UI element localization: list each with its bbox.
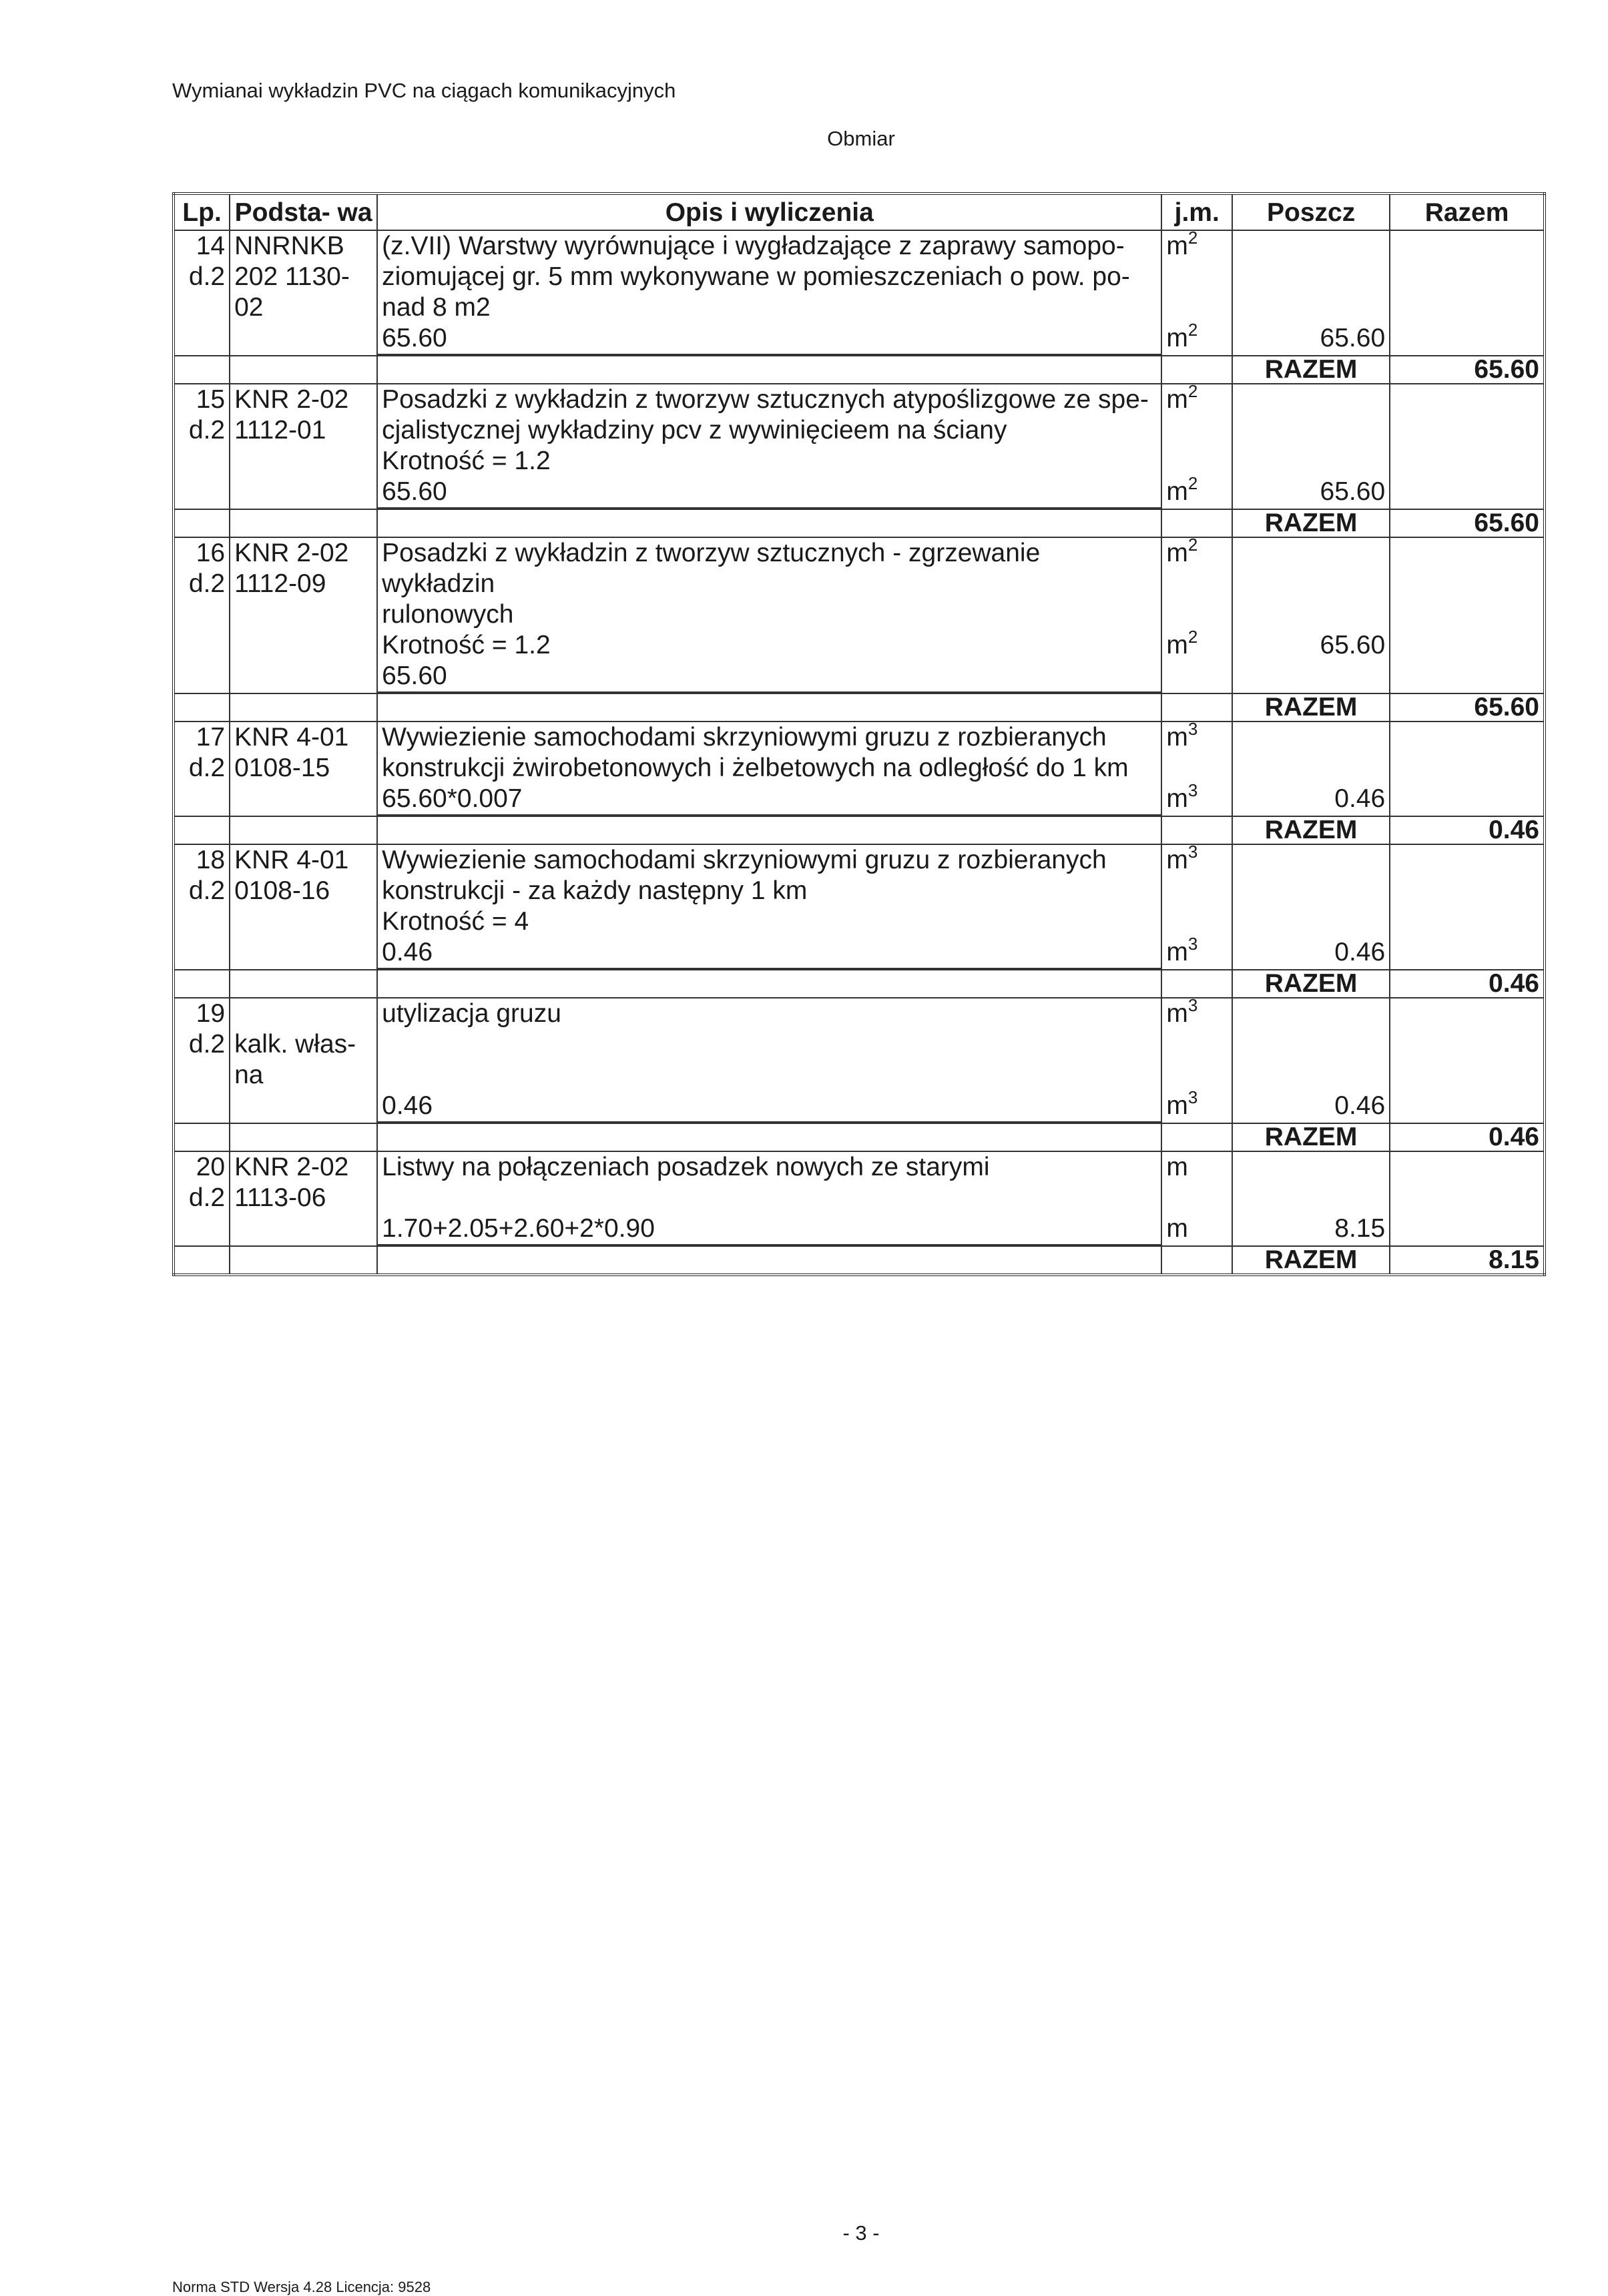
sum-label: RAZEM [1232, 816, 1390, 844]
unit-base: m [1166, 1153, 1188, 1181]
sum-row-empty-cell [1161, 816, 1232, 844]
calculation: 1.70+2.05+2.60+2*0.90 [378, 1213, 1161, 1245]
poszcz-value: 65.60 [1320, 631, 1386, 659]
sum-value: 8.15 [1390, 1246, 1545, 1275]
sum-row-empty-cell [1161, 1246, 1232, 1275]
sum-row-empty-cell [1161, 693, 1232, 722]
cell-lp [174, 537, 230, 693]
sum-row-empty-cell [174, 1123, 230, 1151]
unit-spacer [1166, 753, 1228, 784]
item-sub-ref: d.2 [188, 569, 226, 598]
table-body [174, 230, 1545, 1275]
sum-row-empty-cell [377, 816, 1161, 844]
sum-row [174, 1123, 1545, 1151]
cell-podstawa [230, 1151, 377, 1246]
sum-row [174, 693, 1545, 722]
table-row [174, 998, 1545, 1123]
sum-row-empty-cell [230, 1123, 377, 1151]
cell-opis [377, 1151, 1161, 1246]
item-sub-ref: d.2 [188, 876, 226, 905]
podstawa-line: KNR 2-02 [234, 1153, 349, 1181]
podstawa-line: KNR 2-02 [234, 539, 349, 567]
sum-value: 0.46 [1390, 816, 1545, 844]
description-line: konstrukcji żwirobetonowych i żelbetowych na odległość do 1 km [382, 754, 1129, 782]
cell-poszcz [1232, 230, 1390, 356]
sum-label: RAZEM [1232, 509, 1390, 537]
unit-exponent: 2 [1187, 320, 1198, 340]
sum-row-empty-cell [230, 816, 377, 844]
sum-row-empty-cell [174, 693, 230, 722]
podstawa-line: 1112-01 [234, 416, 326, 445]
poszcz-spacer [1237, 1152, 1385, 1213]
unit-base: m [1166, 938, 1188, 966]
podstawa-line: NNRNKB [234, 232, 344, 260]
unit-exponent: 3 [1187, 998, 1198, 1015]
sum-label: RAZEM [1232, 1123, 1390, 1151]
poszcz-spacer [1237, 231, 1385, 323]
cell-razem-empty [1390, 537, 1545, 693]
sum-label: RAZEM [1232, 356, 1390, 384]
unit-spacer [1166, 569, 1228, 630]
unit-exponent: 2 [1187, 537, 1198, 555]
unit-base: m [1166, 631, 1188, 659]
unit-exponent: 2 [1187, 627, 1198, 647]
unit-spacer [1166, 415, 1228, 477]
poszcz-value: 0.46 [1334, 784, 1386, 813]
poszcz-value: 65.60 [1320, 477, 1386, 506]
unit-spacer [1166, 262, 1228, 323]
sum-row-empty-cell [1161, 509, 1232, 537]
item-number: 15 [196, 385, 226, 414]
cell-jm [1161, 844, 1232, 970]
unit-base: m [1166, 723, 1188, 752]
description-line: nad 8 m2 [382, 293, 491, 322]
poszcz-spacer [1237, 998, 1385, 1091]
description-line: cjalistycznej wykładziny pcv z wywinięcieem na ściany [382, 416, 1007, 445]
col-header-lp: Lp. [174, 194, 230, 230]
sum-row-empty-cell [174, 356, 230, 384]
cell-lp [174, 1151, 230, 1246]
podstawa-line: 02 [234, 293, 264, 322]
unit-exponent: 3 [1187, 1087, 1198, 1107]
calculation: 0.46 [378, 937, 1161, 969]
item-sub-ref: d.2 [188, 1030, 226, 1059]
unit-bottom [1166, 473, 1228, 507]
cell-jm [1161, 1151, 1232, 1246]
unit-base: m [1166, 1214, 1188, 1243]
calculation: 65.60*0.007 [378, 784, 1161, 816]
item-number: 19 [196, 999, 226, 1028]
description-line: Krotność = 4 [382, 907, 529, 936]
podstawa-line: KNR 4-01 [234, 846, 349, 874]
item-number: 18 [196, 846, 226, 874]
podstawa-line: 0108-15 [234, 754, 330, 782]
cell-opis [377, 844, 1161, 970]
sum-label: RAZEM [1232, 970, 1390, 998]
unit-base: m [1166, 539, 1188, 567]
poszcz-spacer [1237, 845, 1385, 937]
unit-top [1166, 722, 1228, 753]
unit-bottom [1166, 934, 1228, 968]
table-header-row [174, 194, 1545, 230]
sum-row-empty-cell [1161, 356, 1232, 384]
sum-row-empty-cell [174, 509, 230, 537]
cell-jm [1161, 384, 1232, 509]
sum-value: 0.46 [1390, 970, 1545, 998]
description-line: Krotność = 1.2 [382, 631, 551, 659]
table-row [174, 722, 1545, 816]
cell-poszcz [1232, 1151, 1390, 1246]
cell-razem-empty [1390, 1151, 1545, 1246]
podstawa-line: 1113-06 [234, 1183, 326, 1212]
unit-base: m [1166, 232, 1188, 260]
table-row [174, 384, 1545, 509]
cell-opis [377, 384, 1161, 509]
podstawa-line: KNR 2-02 [234, 385, 349, 414]
cell-opis [377, 722, 1161, 816]
calculation: 65.60 [378, 661, 1161, 693]
cell-lp [174, 722, 230, 816]
unit-base: m [1166, 324, 1188, 352]
description-line [382, 1183, 1157, 1213]
unit-spacer [1166, 876, 1228, 937]
calculation: 0.46 [378, 1091, 1161, 1123]
poszcz-value: 0.46 [1334, 938, 1386, 966]
description-line [382, 1060, 1157, 1091]
podstawa-line [234, 998, 372, 1029]
cell-podstawa [230, 722, 377, 816]
cell-opis [377, 537, 1161, 693]
sum-row-empty-cell [377, 509, 1161, 537]
cell-razem-empty [1390, 844, 1545, 970]
unit-base: m [1166, 477, 1188, 506]
sum-row-empty-cell [230, 509, 377, 537]
unit-top [1166, 1152, 1228, 1183]
podstawa-line: na [234, 1061, 264, 1089]
item-number: 17 [196, 723, 226, 752]
sum-row-empty-cell [377, 356, 1161, 384]
unit-exponent: 3 [1187, 722, 1198, 739]
description-line: Wywiezienie samochodami skrzyniowymi gruzu z rozbieranych [382, 723, 1107, 752]
cell-lp [174, 384, 230, 509]
sum-row-empty-cell [230, 356, 377, 384]
sum-row [174, 970, 1545, 998]
sum-row-empty-cell [230, 970, 377, 998]
table-row [174, 537, 1545, 693]
unit-bottom [1166, 1087, 1228, 1121]
obmiar-table [172, 192, 1546, 1276]
table-row [174, 844, 1545, 970]
unit-top [1166, 231, 1228, 262]
unit-exponent: 3 [1187, 844, 1198, 862]
cell-lp [174, 230, 230, 356]
poszcz-value: 0.46 [1334, 1091, 1386, 1120]
cell-podstawa [230, 537, 377, 693]
cell-poszcz [1232, 844, 1390, 970]
unit-exponent: 2 [1187, 384, 1198, 401]
cell-poszcz [1232, 722, 1390, 816]
description-line [382, 1029, 1157, 1060]
unit-base: m [1166, 385, 1188, 414]
sum-row-empty-cell [1161, 1123, 1232, 1151]
unit-base: m [1166, 784, 1188, 813]
sum-row [174, 1246, 1545, 1275]
cell-podstawa [230, 998, 377, 1123]
podstawa-line: 1112-09 [234, 569, 326, 598]
sum-row [174, 356, 1545, 384]
calculation: 65.60 [378, 477, 1161, 509]
col-header-opis: Opis i wyliczenia [377, 194, 1161, 230]
unit-base: m [1166, 999, 1188, 1028]
description-line: Krotność = 1.2 [382, 447, 551, 475]
sum-value: 65.60 [1390, 356, 1545, 384]
sum-row [174, 816, 1545, 844]
unit-bottom [1166, 627, 1228, 661]
unit-exponent: 3 [1187, 934, 1198, 954]
item-number: 16 [196, 539, 226, 567]
sum-row-empty-cell [174, 816, 230, 844]
sum-row-empty-cell [174, 1246, 230, 1275]
description-line: Listwy na połączeniach posadzek nowych ze starymi [382, 1153, 990, 1181]
license-note: Norma STD Wersja 4.28 Licencja: 9528 [172, 2279, 431, 2295]
cell-razem-empty [1390, 722, 1545, 816]
item-sub-ref: d.2 [188, 262, 226, 291]
sum-row-empty-cell [377, 1246, 1161, 1275]
col-header-jm: j.m. [1161, 194, 1232, 230]
cell-razem-empty [1390, 998, 1545, 1123]
col-header-poszcz: Poszcz [1232, 194, 1390, 230]
cell-poszcz [1232, 998, 1390, 1123]
sum-label: RAZEM [1232, 1246, 1390, 1275]
unit-top [1166, 845, 1228, 876]
cell-opis [377, 998, 1161, 1123]
description-line: konstrukcji - za każdy następny 1 km [382, 876, 808, 905]
unit-exponent: 3 [1187, 780, 1198, 800]
unit-top [1166, 384, 1228, 415]
sum-label: RAZEM [1232, 693, 1390, 722]
poszcz-spacer [1237, 384, 1385, 477]
item-sub-ref: d.2 [188, 1183, 226, 1212]
unit-exponent: 2 [1187, 230, 1198, 248]
cell-podstawa [230, 230, 377, 356]
unit-spacer [1166, 1029, 1228, 1091]
item-sub-ref: d.2 [188, 416, 226, 445]
unit-exponent: 2 [1187, 473, 1198, 493]
cell-razem-empty [1390, 230, 1545, 356]
calculation: 65.60 [378, 323, 1161, 355]
sum-row-empty-cell [230, 1246, 377, 1275]
poszcz-value: 65.60 [1320, 324, 1386, 352]
sum-value: 65.60 [1390, 693, 1545, 722]
sum-row-empty-cell [377, 970, 1161, 998]
cell-razem-empty [1390, 384, 1545, 509]
cell-jm [1161, 722, 1232, 816]
cell-jm [1161, 998, 1232, 1123]
unit-base: m [1166, 846, 1188, 874]
cell-jm [1161, 537, 1232, 693]
cell-lp [174, 844, 230, 970]
sum-row-empty-cell [377, 1123, 1161, 1151]
podstawa-line: 0108-16 [234, 876, 330, 905]
description-line: Posadzki z wykładzin z tworzyw sztucznych atypoślizgowe ze spe- [382, 385, 1149, 414]
cell-poszcz [1232, 537, 1390, 693]
table-row [174, 1151, 1545, 1246]
sum-row-empty-cell [377, 693, 1161, 722]
cell-opis [377, 230, 1161, 356]
sum-row-empty-cell [230, 693, 377, 722]
poszcz-spacer [1237, 538, 1385, 630]
unit-top [1166, 538, 1228, 569]
podstawa-line: 202 1130- [234, 262, 350, 291]
item-number: 20 [196, 1153, 226, 1181]
sum-row-empty-cell [1161, 970, 1232, 998]
cell-lp [174, 998, 230, 1123]
page-number: - 3 - [842, 2221, 880, 2245]
unit-top [1166, 998, 1228, 1029]
table-row [174, 230, 1545, 356]
unit-base: m [1166, 1091, 1188, 1120]
sum-value: 65.60 [1390, 509, 1545, 537]
cell-jm [1161, 230, 1232, 356]
unit-bottom [1166, 780, 1228, 814]
description-line: rulonowych [382, 600, 514, 629]
col-header-razem: Razem [1390, 194, 1545, 230]
poszcz-value: 8.15 [1334, 1214, 1386, 1243]
podstawa-line: KNR 4-01 [234, 723, 349, 752]
document-subtitle: Obmiar [827, 127, 895, 150]
sum-row-empty-cell [174, 970, 230, 998]
poszcz-spacer [1237, 722, 1385, 784]
cell-poszcz [1232, 384, 1390, 509]
item-sub-ref: d.2 [188, 754, 226, 782]
unit-bottom [1166, 320, 1228, 354]
description-line: utylizacja gruzu [382, 999, 561, 1028]
cell-podstawa [230, 844, 377, 970]
unit-spacer [1166, 1183, 1228, 1213]
description-line: Wywiezienie samochodami skrzyniowymi gruzu z rozbieranych [382, 846, 1107, 874]
col-header-podstawa: Podsta- wa [230, 194, 377, 230]
description-line: Posadzki z wykładzin z tworzyw sztucznych - zgrzewanie wykładzin [382, 539, 1041, 598]
item-number: 14 [196, 232, 226, 260]
sum-value: 0.46 [1390, 1123, 1545, 1151]
sum-row [174, 509, 1545, 537]
description-line: ziomującej gr. 5 mm wykonywane w pomieszczeniach o pow. po- [382, 262, 1130, 291]
unit-bottom [1166, 1213, 1228, 1244]
description-line: (z.VII) Warstwy wyrównujące i wygładzające z zaprawy samopo- [382, 232, 1125, 260]
document-title: Wymianai wykładzin PVC na ciągach komunikacyjnych [172, 79, 676, 102]
podstawa-line: kalk. włas- [234, 1030, 356, 1059]
cell-podstawa [230, 384, 377, 509]
